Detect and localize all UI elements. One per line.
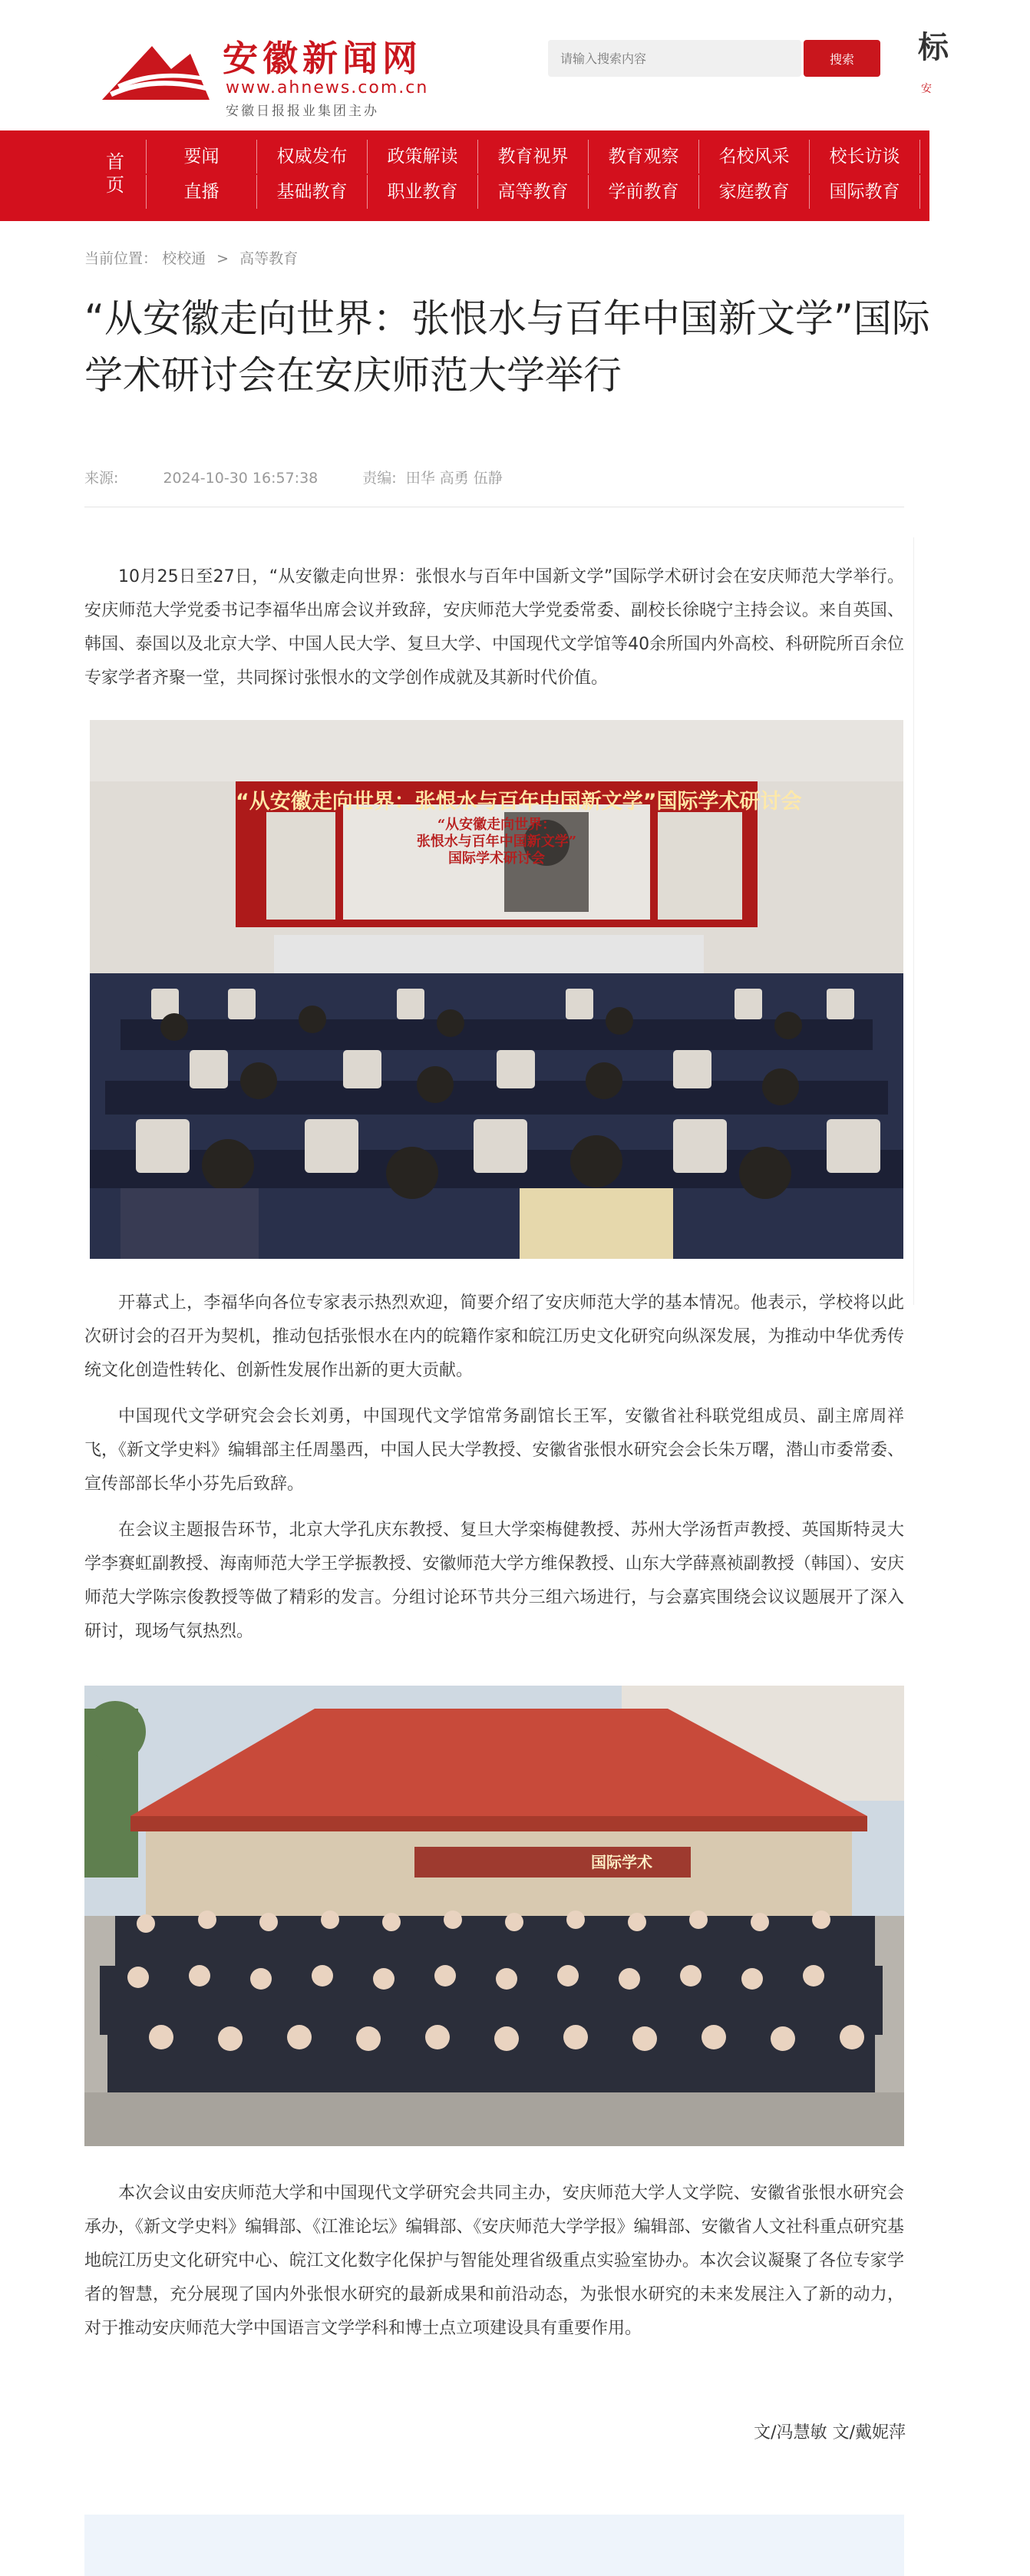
article-paragraph: 在会议主题报告环节，北京大学孔庆东教授、复旦大学栾梅健教授、苏州大学汤哲声教授、英国斯特灵大学李赛虹副教授、海南师范大学王学振教授、安徽师范大学方维保教授、山东大学薛熹祯副教授（韩国）、安庆师范大学陈宗俊教授等做了精彩的发言。分组讨论环节共分三组六场进行，与会嘉宾围绕会议议题展开了深入研讨，现场气氛热烈。: [84, 1521, 904, 1641]
photo-banner-text: 国际学术: [591, 1853, 652, 1871]
article-body-3: [84, 2177, 904, 2346]
breadcrumb-separator: >: [216, 250, 229, 267]
nav-item[interactable]: 要闻: [146, 140, 256, 173]
nav-home[interactable]: 首页: [106, 151, 124, 196]
article-title: “从安徽走向世界：张恨水与百年中国新文学”国际学术研讨会在安庆师范大学举行: [84, 296, 930, 398]
search-input[interactable]: [548, 40, 801, 77]
nav-item[interactable]: 名: [919, 140, 1030, 173]
nav-item[interactable]: 校: [919, 175, 1030, 209]
conference-hall-photo: [90, 720, 903, 1259]
logo-title: 安徽新闻网: [223, 38, 422, 79]
article-paragraph: 中国现代文学研究会会长刘勇，中国现代文学馆常务副馆长王军，安徽省社科联党组成员、副主席周祥飞，《新文学史料》编辑部主任周墨西，中国人民大学教授、安徽省张恨水研究会会长朱万曙，潜山市委常委、宣传部部长华小芬先后致辞。: [84, 1407, 904, 1494]
nav-item[interactable]: 学前教育: [588, 175, 698, 209]
article-body-2: [84, 1286, 904, 1649]
nav-item[interactable]: 基础教育: [256, 175, 367, 209]
photo-screen-line: “从安徽走向世界：: [437, 817, 556, 833]
site-logo[interactable]: [98, 31, 436, 119]
breadcrumb-label: 当前位置：: [84, 250, 158, 267]
nav-item[interactable]: 校长访谈: [809, 140, 919, 173]
article-body-1: [84, 560, 904, 695]
nav-item[interactable]: 教育观察: [588, 140, 698, 173]
editor-names: 田华 高勇 伍静: [405, 470, 503, 487]
right-sidebar-edge: [913, 537, 930, 1305]
nav-item[interactable]: 教育视界: [477, 140, 588, 173]
article-credit: 文/冯慧敏 文/戴妮萍: [754, 2423, 906, 2442]
publish-datetime: 2024-10-30 16:57:38: [163, 470, 319, 487]
breadcrumb: [84, 247, 298, 268]
article-meta: [84, 467, 543, 487]
nav-row-2: [146, 175, 1030, 209]
editor-label: 责编:: [362, 470, 397, 487]
source-label: 来源:: [84, 470, 119, 487]
nav-item[interactable]: 国际教育: [809, 175, 919, 209]
article-paragraph: 开幕式上，李福华向各位专家表示热烈欢迎，简要介绍了安庆师范大学的基本情况。他表示，学校将以此次研讨会的召开为契机，推动包括张恨水在内的皖籍作家和皖江历史文化研究向纵深发展，为推动中华优秀传统文化创造性转化、创新性发展作出新的更大贡献。: [84, 1293, 904, 1380]
photo-screen-text: [343, 817, 650, 867]
group-photo: [84, 1686, 904, 2146]
logo-emblem-icon: [98, 38, 213, 107]
logo-url: www.ahnews.com.cn: [226, 78, 429, 97]
site-header: [0, 0, 949, 130]
breadcrumb-link[interactable]: 校校通: [162, 250, 206, 267]
photo-screen-line: 国际学术研讨会: [448, 850, 545, 867]
top-right-text: 安: [921, 83, 932, 95]
nav-item[interactable]: 家庭教育: [698, 175, 809, 209]
photo-banner-text: “从安徽走向世界：张恨水与百年中国新文学”国际学术研讨会: [236, 790, 802, 814]
photo-screen-line: 张恨水与百年中国新文学”: [416, 834, 577, 850]
nav-item[interactable]: 名校风采: [698, 140, 809, 173]
article-paragraph: 本次会议由安庆师范大学和中国现代文学研究会共同主办，安庆师范大学人文学院、安徽省张恨水研究会承办，《新文学史料》编辑部、《江淮论坛》编辑部、《安庆师范大学学报》编辑部、安徽省人文社科重点研究基地皖江历史文化研究中心、皖江文化数字化保护与智能处理省级重点实验室协办。本次会议凝聚了各位专家学者的智慧，充分展现了国内外张恨水研究的最新成果和前沿动态，为张恨水研究的未来发展注入了新的动力，对于推动安庆师范大学中国语言文学学科和博士点立项建设具有重要作用。: [84, 2184, 904, 2338]
top-right-logo: 标: [918, 30, 949, 65]
nav-item[interactable]: 职业教育: [367, 175, 477, 209]
nav-item[interactable]: 权威发布: [256, 140, 367, 173]
nav-row-1: [146, 140, 1030, 173]
search-button[interactable]: 搜索: [804, 40, 880, 77]
article-paragraph: 10月25日至27日，“从安徽走向世界：张恨水与百年中国新文学”国际学术研讨会在安庆师范大学举行。安庆师范大学党委书记李福华出席会议并致辞，安庆师范大学党委常委、副校长徐晓宁主持会议。来自英国、韩国、泰国以及北京大学、中国人民大学、复旦大学、中国现代文学馆等40余所国内外高校、科研院所百余位专家学者齐聚一堂，共同探讨张恨水的文学创作成就及其新时代价值。: [84, 567, 904, 688]
logo-subtitle: 安徽日报报业集团主办: [226, 104, 379, 119]
nav-item[interactable]: 政策解读: [367, 140, 477, 173]
main-nav: [0, 130, 984, 221]
group-photo-image: [84, 1686, 904, 2146]
bottom-panel: [84, 2515, 904, 2576]
breadcrumb-link[interactable]: 高等教育: [239, 250, 299, 267]
nav-item[interactable]: 直播: [146, 175, 256, 209]
nav-item[interactable]: 高等教育: [477, 175, 588, 209]
